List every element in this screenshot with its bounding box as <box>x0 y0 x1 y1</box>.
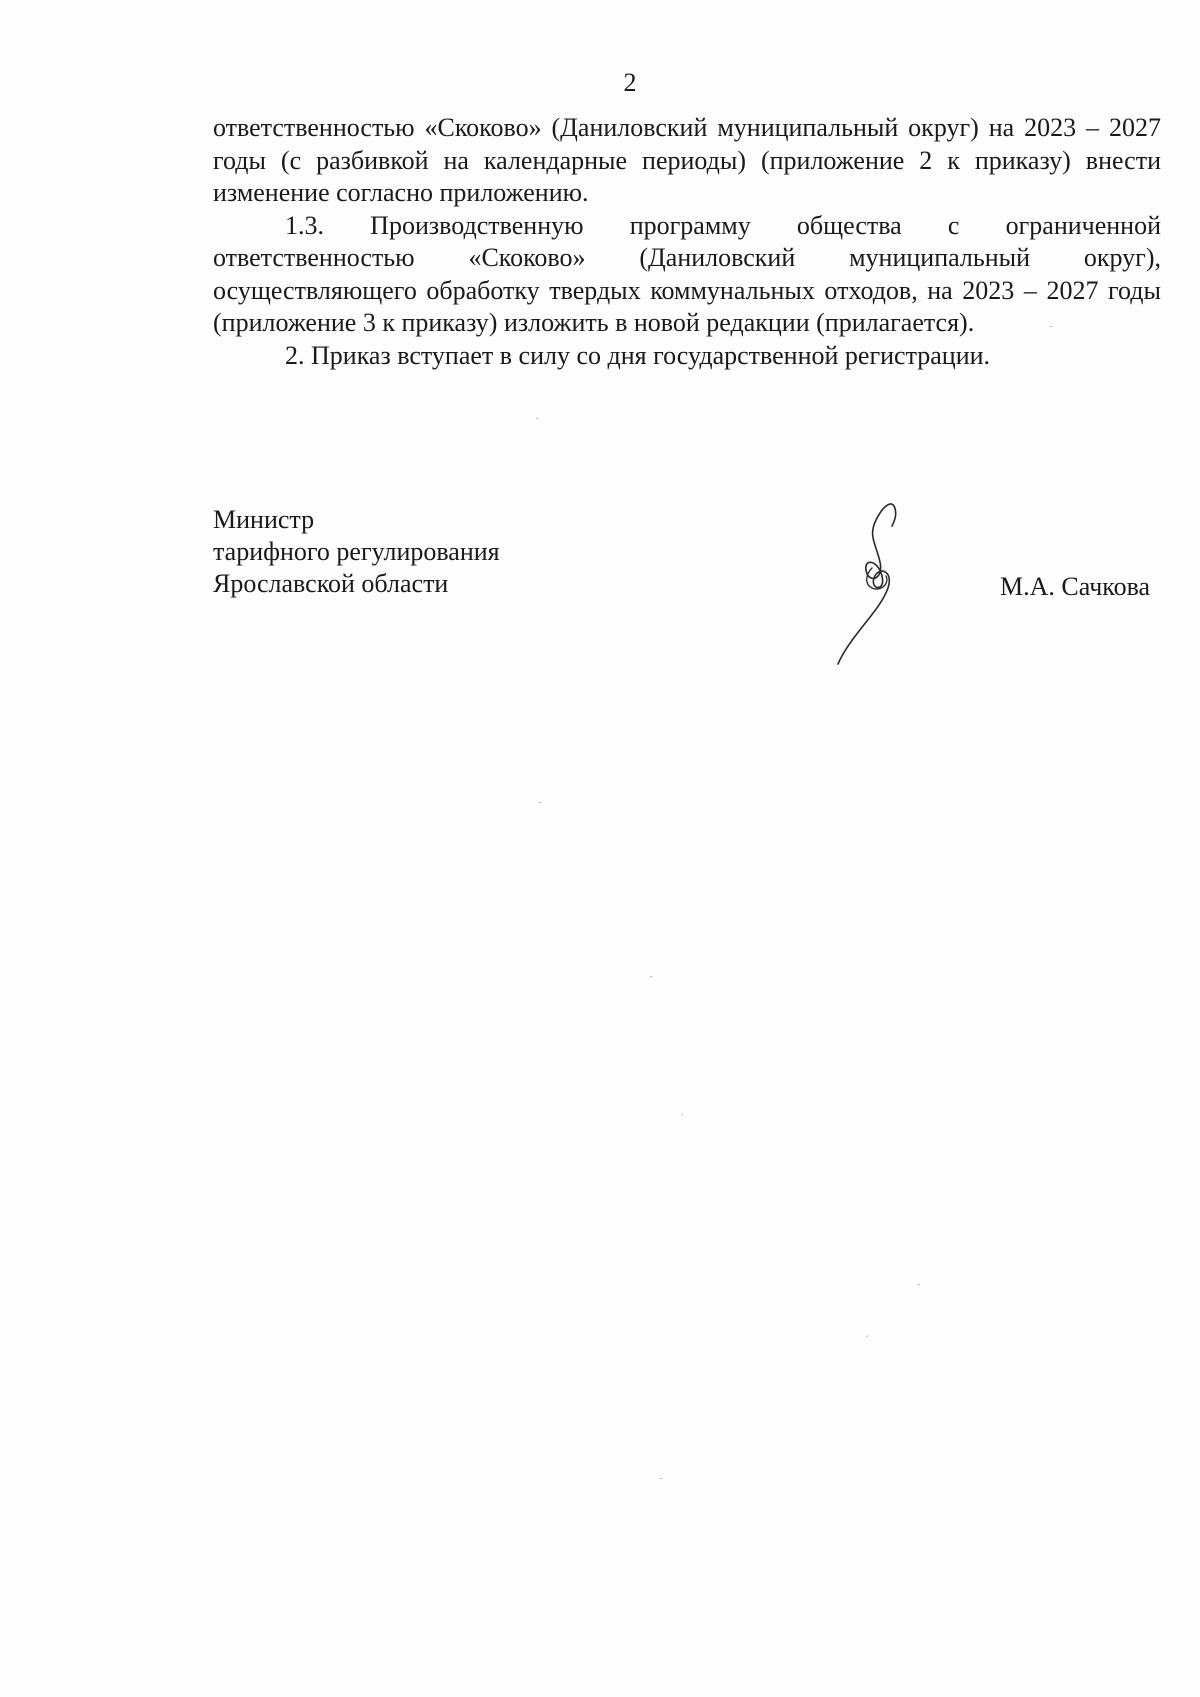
paragraph-continuation: ответственностью «Скоково» (Даниловский муниципальный округ) на 2023 – 2027 годы (с разбивкой на календарные периоды) (приложение 2 к приказу) внести изменение согласно приложению. <box>213 113 1161 207</box>
scan-speck <box>536 418 538 419</box>
signatory-name: М.А. Сачкова <box>1000 572 1151 601</box>
scan-speck <box>660 1478 662 1479</box>
scan-speck <box>650 976 652 977</box>
signatory-position-line: тарифного регулирования <box>213 537 500 566</box>
handwritten-signature-icon <box>820 496 930 666</box>
signatory-position <box>213 504 500 600</box>
scan-speck <box>866 1335 868 1337</box>
scan-speck <box>539 802 541 803</box>
signatory-position-line: Ярославской области <box>213 569 449 598</box>
scan-speck <box>1050 326 1052 327</box>
page-number: 2 <box>623 68 637 97</box>
scan-speck <box>918 1284 920 1285</box>
scan-speck <box>681 1113 683 1115</box>
document-body <box>213 112 1161 372</box>
signatory-position-line: Министр <box>213 505 315 534</box>
paragraph-item-1-3: 1.3. Производственную программу общества с ограниченной ответственностью «Скоково» (Даниловский муниципальный округ), осуществляющего обработку твердых коммунальных отходов, на 2023 – 2027 годы (приложение 3 к приказу) изложить в новой редакции (прилагается). <box>213 210 1161 337</box>
paragraph-item-2: 2. Приказ вступает в силу со дня государственной регистрации. <box>285 340 991 370</box>
